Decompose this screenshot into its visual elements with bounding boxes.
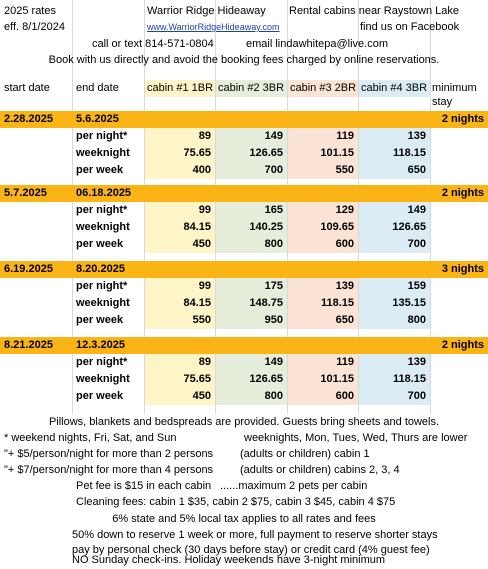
cabin2-rate: 126.65 <box>249 373 283 385</box>
cabin1-rate: 99 <box>198 204 211 216</box>
cabin1-rate: 89 <box>198 356 211 368</box>
pillows-note: Pillows, blankets and bedspreads are provided. Guests bring sheets and towels. <box>48 416 440 428</box>
cabin1-rate: 550 <box>192 314 211 326</box>
rate-row <box>0 128 488 145</box>
rate-row <box>0 371 488 388</box>
rate-row <box>0 312 488 329</box>
weeknights-note: weeknights, Mon, Tues, Wed, Thurs are lower <box>244 432 468 444</box>
pet-fee-note: Pet fee is $15 in each cabin <box>76 480 212 492</box>
rate-row <box>0 162 488 179</box>
rate-label: per week <box>76 164 124 176</box>
rate-row <box>0 295 488 312</box>
cabin2-rate: 148.75 <box>249 297 283 309</box>
tagline: Rental cabins near Raystown Lake <box>289 5 459 17</box>
extra-person-cabins-1: (adults or children) cabin 1 <box>240 448 370 460</box>
col-minimum: minimum <box>432 82 477 94</box>
cabin2-rate: 800 <box>264 238 283 250</box>
extra-person-note-1: "+ $5/person/night for more than 2 persons <box>4 448 214 460</box>
weekend-note: * weekend nights, Fri, Sat, and Sun <box>4 432 177 444</box>
cabin4-rate: 135.15 <box>392 297 426 309</box>
booking-note: Book with us directly and avoid the booking fees charged by online reservations. <box>48 54 440 66</box>
cabin2-rate: 700 <box>264 164 283 176</box>
cabin4-rate: 126.65 <box>392 221 426 233</box>
extra-person-note-2: "+ $7/person/night for more than 4 persons <box>4 464 214 476</box>
col-cabin3: cabin #3 2BR <box>290 82 357 94</box>
col-start-date: start date <box>4 82 50 94</box>
col-stay: stay <box>432 96 453 108</box>
cabin2-rate: 149 <box>264 130 283 142</box>
notes-row <box>0 494 488 511</box>
cabin3-rate: 101.15 <box>320 373 354 385</box>
rates-title: 2025 rates <box>4 5 56 17</box>
payment-note: pay by personal check (30 days before stay) or credit card (4% guest fee) <box>72 544 430 556</box>
season-minimum: 2 nights <box>441 113 484 125</box>
cabin2-rate: 175 <box>264 280 283 292</box>
rate-row <box>0 202 488 219</box>
season-start: 8.21.2025 <box>4 339 53 351</box>
rate-label: per night* <box>76 356 128 368</box>
cabin3-rate: 109.65 <box>320 221 354 233</box>
header-row-1 <box>0 3 488 20</box>
season-minimum: 2 nights <box>441 339 484 351</box>
rate-label: weeknight <box>76 297 130 309</box>
season-end: 06.18.2025 <box>76 187 132 199</box>
cabin3-rate: 650 <box>335 314 354 326</box>
phone-text: call or text 814-571-0804 <box>92 38 214 50</box>
season-row <box>0 261 488 278</box>
sunday-note: NO Sunday check-ins. Holiday weekends have 3-night minimum <box>72 554 386 566</box>
rate-label: weeknight <box>76 221 130 233</box>
cabin2-rate: 149 <box>264 356 283 368</box>
cabin4-rate: 139 <box>407 356 426 368</box>
cabin4-rate: 149 <box>407 204 426 216</box>
cabin1-rate: 75.65 <box>183 373 211 385</box>
cabin3-rate: 119 <box>336 130 354 142</box>
cabin4-rate: 700 <box>407 390 426 402</box>
effective-date: eff. 8/1/2024 <box>4 21 65 33</box>
cabin3-rate: 600 <box>335 238 354 250</box>
cabin1-rate: 84.15 <box>183 297 211 309</box>
cabin1-rate: 450 <box>192 238 211 250</box>
cleaning-fee-note: Cleaning fees: cabin 1 $35, cabin 2 $75, cabin 3 $45, cabin 4 $75 <box>76 496 396 508</box>
cabin1-rate: 75.65 <box>183 147 211 159</box>
business-name: Warrior Ridge Hideaway <box>147 5 266 17</box>
col-cabin4: cabin #4 3BR <box>361 82 428 94</box>
extra-person-cabins-2: (adults or children) cabins 2, 3, 4 <box>240 464 400 476</box>
cabin3-rate: 118.15 <box>320 297 354 309</box>
notes-row <box>0 478 488 495</box>
cabin3-rate: 129 <box>335 204 354 216</box>
rate-row <box>0 354 488 371</box>
cabin4-rate: 118.15 <box>392 147 426 159</box>
cabin3-rate: 101.15 <box>320 147 354 159</box>
cabin1-rate: 450 <box>192 390 211 402</box>
season-end: 8.20.2025 <box>76 263 125 275</box>
cabin2-rate: 800 <box>264 390 283 402</box>
website-link[interactable]: www.WarriorRidgeHideaway.com <box>147 22 280 32</box>
email-text: email lindawhitepa@live.com <box>246 38 389 50</box>
rate-label: per night* <box>76 130 128 142</box>
rate-label: per night* <box>76 280 128 292</box>
rate-label: per night* <box>76 204 128 216</box>
rate-label: per week <box>76 238 124 250</box>
tax-note: 6% state and 5% local tax applies to all rates and fees <box>112 513 376 525</box>
season-end: 5.6.2025 <box>76 113 119 125</box>
season-end: 12.3.2025 <box>76 339 125 351</box>
cabin2-rate: 165 <box>264 204 283 216</box>
header-row-2 <box>0 19 488 36</box>
cabin4-rate: 159 <box>407 280 426 292</box>
cabin3-rate: 600 <box>335 390 354 402</box>
rate-row <box>0 388 488 405</box>
cabin3-rate: 550 <box>335 164 354 176</box>
cabin1-rate: 84.15 <box>183 221 211 233</box>
rate-row <box>0 236 488 253</box>
notes-row <box>0 414 488 431</box>
cabin2-rate: 140.25 <box>249 221 283 233</box>
cabin2-rate: 126.65 <box>249 147 283 159</box>
cabin1-rate: 400 <box>192 164 211 176</box>
rate-row <box>0 145 488 162</box>
notes-row <box>0 430 488 447</box>
cabin4-rate: 118.15 <box>392 373 426 385</box>
rate-label: per week <box>76 390 124 402</box>
season-minimum: 3 nights <box>441 263 484 275</box>
cabin3-rate: 119 <box>336 356 354 368</box>
cabin3-rate: 139 <box>335 280 354 292</box>
col-cabin2: cabin #2 3BR <box>218 82 285 94</box>
column-header-row-2 <box>0 94 488 111</box>
rate-row <box>0 278 488 295</box>
rate-row <box>0 219 488 236</box>
col-cabin1: cabin #1 1BR <box>147 82 214 94</box>
cabin1-rate: 89 <box>198 130 211 142</box>
notes-row <box>0 446 488 463</box>
header-row-3 <box>0 36 488 53</box>
facebook-note: find us on Facebook <box>360 21 460 33</box>
cabin1-rate: 99 <box>198 280 211 292</box>
notes-row <box>0 554 488 566</box>
cabin4-rate: 650 <box>407 164 426 176</box>
rate-label: weeknight <box>76 147 130 159</box>
cabin2-rate: 950 <box>264 314 283 326</box>
rate-label: per week <box>76 314 124 326</box>
season-start: 2.28.2025 <box>4 113 53 125</box>
season-start: 6.19.2025 <box>4 263 53 275</box>
season-row <box>0 111 488 128</box>
cabin4-rate: 139 <box>407 130 426 142</box>
season-row <box>0 337 488 354</box>
rate-label: weeknight <box>76 373 130 385</box>
cabin4-rate: 800 <box>407 314 426 326</box>
cabin4-rate: 700 <box>407 238 426 250</box>
notes-row <box>0 462 488 479</box>
season-minimum: 2 nights <box>441 187 484 199</box>
header-row-4 <box>0 52 488 69</box>
pet-max-note: ......maximum 2 pets per cabin <box>220 480 368 492</box>
notes-row <box>0 511 488 528</box>
season-row <box>0 185 488 202</box>
col-end-date: end date <box>76 82 119 94</box>
season-start: 5.7.2025 <box>4 187 47 199</box>
deposit-note: 50% down to reserve 1 week or more, full payment to reserve shorter stays <box>72 529 438 541</box>
